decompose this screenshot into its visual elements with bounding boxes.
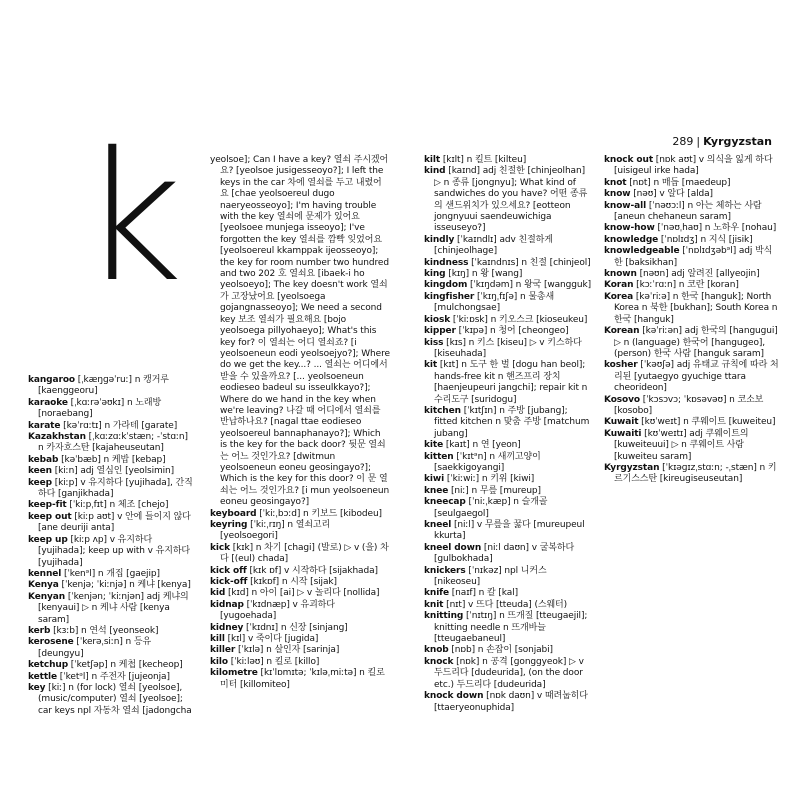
headword: keyring	[210, 520, 248, 530]
headword: keep out	[28, 511, 72, 522]
headword: kidney	[210, 622, 244, 633]
headword: knife	[424, 588, 449, 599]
headword: knowledgeable	[604, 246, 680, 257]
headword: kiss	[424, 337, 444, 348]
dictionary-entry: known [nəʊn] adj 알려진 [allyeojin]	[604, 269, 760, 280]
dictionary-column-4	[604, 155, 779, 486]
headword: kerb	[28, 625, 51, 636]
dictionary-entry: knee [niː] n 무릎 [mureup]	[424, 485, 541, 496]
headword: kiosk	[424, 314, 451, 325]
dictionary-entry: kite [kaɪt] n 연 [yeon]	[424, 440, 521, 451]
dictionary-entry: kneel [niːl] v 무릎을 꿇다 [mureupeul kkurta]	[424, 520, 585, 542]
headword: Kenyan	[28, 591, 66, 602]
dictionary-entry: kerb [kɜːb] n 연석 [yeonseok]	[28, 625, 159, 636]
headword: karaoke	[28, 397, 68, 408]
headword: kick	[210, 542, 230, 553]
headword: kneel down	[424, 542, 482, 553]
headword: kilt	[424, 155, 441, 165]
headword: kingdom	[424, 280, 468, 291]
headword: kennel	[28, 568, 62, 579]
headword: knot	[604, 177, 627, 188]
dictionary-entry: kosher [ˈkəʊʃə] adj 유태교 규칙에 따라 처리된 [yutaegyo gyuchige ttara cheorideon]	[604, 360, 779, 394]
dictionary-entry: kit [kɪt] n 도구 한 벌 [dogu han beol]; hands-free kit n 핸즈프리 장치 [haenjeupeuri jangchi]; repair kit n 수리도구 [suridogu]	[424, 360, 588, 405]
dictionary-entry: kebab [kəˈbæb] n 케밥 [kebap]	[28, 454, 166, 465]
dictionary-entry: kilt [kɪlt] n 킬트 [kilteu]	[424, 155, 527, 165]
dictionary-entry: keen [kiːn] adj 열심인 [yeolsimin]	[28, 466, 175, 477]
headword: kilo	[210, 656, 228, 667]
dictionary-entry: Koran [kɔːˈrɑːn] n 코란 [koran]	[604, 280, 739, 291]
headword: knock	[424, 656, 454, 667]
running-header	[672, 135, 772, 149]
dictionary-entry: kick [kɪk] n 차기 [chagi] (발로) ▷ v (을) 차다 [(eul) chada]	[210, 542, 389, 565]
headword: know-all	[604, 200, 647, 211]
dictionary-entry: yeolsoe]; Can I have a key? 열쇠 주시겠어요? [yeolsoe jusigesseoyo?]; I left the keys in the car 차에 열쇠를 두고 내렸어요 [chae yeolsoereul dugo naeryeosseoyo]; I'm having trouble with the key 열쇠에 문제가 있어요 [yeolsoee munjega isseoyo]; I've forgotten the key 열쇠를 깜빡 잊었어요 [yeolsoereul kkamppak ijeosseoyo]; the key for room number two hundred and two 202 호 열쇠요 [ibaek-i ho yeolsoeyo]; The key doesn't work 열쇠가 고장났어요 [yeolsoega gojangnasseoyo]; We need a second key 보조 열쇠가 필요해요 [bojo yeolsoega pillyohaeyo]; What's this key for? 이 열쇠는 어디 열쇠죠? [i yeolsoeneun eodi yeolsoejyo?]; Where do we get the key...? ... 열쇠는 어디에서 받을 수 있을까요? [... yeolsoeneun eodieseo badeul su isseulkkayo?]; Where do we hand in the key when we're leaving? 나갈 때 어디에서 열쇠를 반납하나요? [nagal ttae eodieseo yeolsoereul bannaphanayo?]; Which is the key for the back door? 뒷문 열쇠는 어느 것인가요? [dwitmun yeolsoeneun eoneu geosingayo?]; Which is the key for this door? 이 문 열쇠는 어느 것인가요? [i mun yeolsoeneun eoneu geosingayo?]	[210, 155, 390, 508]
dictionary-entry: kid [kɪd] n 아이 [ai] ▷ v 놀리다 [nollida]	[210, 588, 380, 599]
headword: knob	[424, 645, 449, 656]
dictionary-entry: kiss [kɪs] n 키스 [kiseu] ▷ v 키스하다 [kiseuhada]	[424, 337, 582, 359]
headword: kindness	[424, 257, 469, 268]
dictionary-entry: knowledge [ˈnɒlɪdʒ] n 지식 [jisik]	[604, 234, 753, 245]
headword: Korean	[604, 326, 640, 337]
dictionary-entry: Kenya [ˈkenjə; ˈkiːnjə] n 케냐 [kenya]	[28, 580, 191, 591]
dictionary-entry: king [kɪŋ] n 왕 [wang]	[424, 269, 523, 280]
headword: kneel	[424, 520, 452, 530]
headword: kebab	[28, 454, 59, 465]
dictionary-entry: knowledgeable [ˈnɒlɪdʒəbᵊl] adj 박식한 [baksikhan]	[604, 246, 773, 268]
headword: kneecap	[424, 497, 466, 508]
headword: knit	[424, 599, 444, 610]
dictionary-entry: knife [naɪf] n 칼 [kal]	[424, 588, 518, 599]
dictionary-entry: keep out [kiːp aʊt] v 안에 들이지 않다 [ane deuriji anta]	[28, 511, 191, 534]
dictionary-entry: knitting [ˈnɪtɪŋ] n 뜨개질 [tteugaejil]; knitting needle n 뜨개바늘 [tteugaebaneul]	[424, 611, 588, 645]
dictionary-entry: kilometre [kɪˈlɒmɪtə; ˈkɪləˌmiːtə] n 킬로미터 [killomiteo]	[210, 668, 385, 690]
headword: kitten	[424, 451, 454, 462]
dictionary-entry: kitten [ˈkɪtᵊn] n 새끼고양이 [saekkigoyangi]	[424, 451, 541, 473]
headword: keep	[28, 477, 52, 488]
dictionary-entry: kick-off [kɪkɒf] n 시작 [sijak]	[210, 577, 337, 588]
dictionary-entry: kidney [ˈkɪdnɪ] n 신장 [sinjang]	[210, 622, 348, 633]
headword: kipper	[424, 326, 456, 337]
dictionary-entry: karaoke [ˌkɑːrəˈəʊkɪ] n 노래방 [noraebang]	[28, 397, 162, 420]
dictionary-entry: kiwi [ˈkiːwiː] n 키위 [kiwi]	[424, 474, 535, 485]
dictionary-entry: keep up [kiːp ʌp] v 유지하다 [yujihada]; keep up with v 유지하다 [yujihada]	[28, 534, 191, 568]
headword: knitting	[424, 611, 464, 622]
headword: knock out	[604, 155, 654, 165]
headword: Kuwaiti	[604, 428, 642, 439]
headword: Kosovo	[604, 394, 640, 405]
headword: Kuwait	[604, 417, 639, 428]
dictionary-entry: knock down [nɒk daʊn] v 때려눕히다 [ttaeryeonuphida]	[424, 691, 588, 713]
headword: key	[28, 682, 46, 693]
dictionary-entry: kiosk [ˈkiːɒsk] n 키오스크 [kioseukeu]	[424, 314, 588, 325]
dictionary-entry: kneel down [niːl daʊn] v 굴복하다 [gulbokhada]	[424, 542, 575, 565]
dictionary-entry: Kazakhstan [ˌkɑːzɑːkˈstæn; -ˈstɑːn] n 카자흐스탄 [kajaheuseutan]	[28, 432, 188, 454]
headword: king	[424, 269, 446, 280]
dictionary-entry: kneecap [ˈniːˌkæp] n 슬개골 [seulgaegol]	[424, 497, 548, 519]
headword: Kenya	[28, 580, 59, 591]
dictionary-entry: kidnap [ˈkɪdnæp] v 유괴하다 [yugoehada]	[210, 599, 335, 622]
headword: kangaroo	[28, 375, 75, 385]
dictionary-entry: kitchen [ˈkɪtʃɪn] n 주방 [jubang]; fitted kitchen n 맞춤 주방 [matchum jubang]	[424, 405, 590, 439]
headword: kitchen	[424, 405, 461, 416]
dictionary-entry: knock [nɒk] n 공격 [gonggyeok] ▷ v 두드리다 [dudeurida], (on the door etc.) 두드리다 [dudeurida]	[424, 656, 584, 690]
dictionary-entry: Korea [kəˈriːə] n 한국 [hanguk]; North Korea n 북한 [bukhan]; South Korea n 한국 [hanguk]	[604, 291, 778, 325]
dictionary-entry: kilo [ˈkiːləʊ] n 킬로 [killo]	[210, 656, 320, 667]
headword: Korea	[604, 291, 634, 302]
headword: kettle	[28, 671, 58, 682]
headword: kidnap	[210, 599, 244, 610]
headword: kiwi	[424, 474, 445, 485]
dictionary-entry: kingfisher [ˈkɪŋˌfɪʃə] n 물총새 [mulchongsae]	[424, 291, 555, 314]
dictionary-entry: kettle [ˈketᵊl] n 주전자 [jujeonja]	[28, 671, 170, 682]
dictionary-entry: karate [kəˈrɑːtɪ] n 가라테 [garate]	[28, 420, 178, 431]
dictionary-entry: kingdom [ˈkɪŋdəm] n 왕국 [wangguk]	[424, 280, 591, 291]
headword: kindly	[424, 234, 455, 245]
headword: kick off	[210, 565, 247, 576]
headword: kite	[424, 440, 444, 451]
headword: keyboard	[210, 508, 257, 519]
dictionary-entry: kangaroo [ˌkæŋɡəˈruː] n 캥거루 [kaenggeoru]	[28, 375, 169, 397]
headword: kid	[210, 588, 226, 599]
dictionary-entry: keep [kiːp] v 유지하다 [yujihada], 간직하다 [ganjikhada]	[28, 477, 193, 500]
page-number: 289	[672, 135, 694, 148]
headword: keep-fit	[28, 500, 67, 511]
dictionary-column-3	[424, 155, 592, 714]
dictionary-entry: kindly [ˈkaɪndlɪ] adv 친절하게 [chinjeolhage]	[424, 234, 553, 257]
dictionary-entry: Kuwaiti [kʊˈweɪtɪ] adj 쿠웨이트의 [kuweiteuui] ▷ n 쿠웨이트 사람 [kuweiteu saram]	[604, 428, 749, 462]
dictionary-entry: knot [nɒt] n 매듭 [maedeup]	[604, 177, 731, 188]
dictionary-entry: knit [nɪt] v 뜨다 [tteuda] (스웨터)	[424, 599, 568, 610]
dictionary-entry: Kosovo [ˈkɔsɔvɔ; ˈkɒsəvəʊ] n 코소보 [kosobo]	[604, 394, 764, 416]
headword: Kyrgyzstan	[604, 462, 660, 473]
headword: karate	[28, 420, 61, 431]
dictionary-entry: Kyrgyzstan [ˈkɪəɡɪzˌstɑːn; -ˌstæn] n 키르기스스탄 [kireugiseuseutan]	[604, 462, 777, 485]
dictionary-entry: knickers [ˈnɪkəz] npl 니커스 [nikeoseu]	[424, 565, 547, 588]
dictionary-entry: keyboard [ˈkiːˌbɔːd] n 키보드 [kibodeu]	[210, 508, 382, 519]
headword: knickers	[424, 565, 466, 576]
dictionary-entry: kind [kaɪnd] adj 친절한 [chinjeolhan] ▷ n 종류 [jongnyu]; What kind of sandwiches do you have? 어떤 종류의 샌드위치가 있으세요? [eotteon jongnyuui saendeuwichiga isseuseyo?]	[424, 166, 588, 234]
headword: ketchup	[28, 660, 69, 671]
dictionary-entry: kerosene [ˈkerəˌsiːn] n 등유 [deungyu]	[28, 637, 152, 659]
headword: kerosene	[28, 637, 74, 648]
dictionary-entry: keep-fit [ˈkiːpˌfɪt] n 체조 [chejo]	[28, 500, 169, 511]
dictionary-entry: kennel [ˈkenᵊl] n 개집 [gaejip]	[28, 568, 160, 579]
dictionary-entry: know-how [ˈnəʊˌhaʊ] n 노하우 [nohau]	[604, 223, 777, 234]
dictionary-entry: ketchup [ˈketʃəp] n 케첩 [kecheop]	[28, 660, 183, 671]
headword: Kazakhstan	[28, 432, 86, 443]
dictionary-entry: kipper [ˈkɪpə] n 청어 [cheongeo]	[424, 326, 569, 337]
headword: killer	[210, 645, 236, 656]
headword: keen	[28, 466, 52, 477]
dictionary-entry: Korean [kəˈriːən] adj 한국의 [hangugui] ▷ n (language) 한국어 [hangugeo], (person) 한국 사람 [hanguk saram]	[604, 326, 778, 359]
headword: kind	[424, 166, 446, 177]
dictionary-entry: know-all [ˈnəʊɔːl] n 아는 체하는 사람 [aneun chehaneun saram]	[604, 200, 762, 223]
running-head-title: Kyrgyzstan	[703, 135, 772, 148]
dictionary-entry: key [kiː] n (for lock) 열쇠 [yeolsoe], (music/computer) 열쇠 [yeolsoe]; car keys npl 자동차 열쇠 [jadongcha	[28, 682, 192, 716]
headword: kill	[210, 634, 225, 645]
dictionary-entry: Kenyan [ˈkenjən; ˈkiːnjən] adj 케냐의 [kenyaui] ▷ n 케냐 사람 [kenya saram]	[28, 591, 189, 625]
headword: kit	[424, 360, 438, 371]
headword: known	[604, 269, 637, 280]
headword: kosher	[604, 360, 638, 371]
headword: knowledge	[604, 234, 659, 245]
headword: knock down	[424, 691, 484, 702]
section-letter: k	[80, 114, 184, 321]
dictionary-entry: knock out [nɒk aʊt] v 의식을 잃게 하다 [uisigeul irke hada]	[604, 155, 773, 177]
dictionary-entry: killer [ˈkɪlə] n 살인자 [sarinja]	[210, 645, 340, 656]
headword: keep up	[28, 534, 68, 545]
headword: Koran	[604, 280, 634, 291]
header-separator: |	[696, 135, 701, 148]
dictionary-entry: kill [kɪl] v 죽이다 [jugida]	[210, 634, 319, 645]
dictionary-entry: Kuwait [kʊˈweɪt] n 쿠웨이트 [kuweiteu]	[604, 417, 776, 428]
dictionary-column-2	[210, 155, 390, 691]
headword: know-how	[604, 223, 655, 234]
headword: kick-off	[210, 577, 248, 588]
headword: knee	[424, 485, 449, 496]
dictionary-entry: know [nəʊ] v 알다 [alda]	[604, 189, 713, 200]
headword: kingfisher	[424, 291, 475, 302]
dictionary-entry: keyring [ˈkiːˌrɪŋ] n 열쇠고리 [yeolsoegori]	[210, 520, 331, 542]
headword: know	[604, 189, 631, 200]
dictionary-entry: knob [nɒb] n 손잡이 [sonjabi]	[424, 645, 553, 656]
dictionary-column-1	[28, 375, 196, 717]
dictionary-entry: kick off [kɪk ɒf] v 시작하다 [sijakhada]	[210, 565, 378, 576]
headword: kilometre	[210, 668, 258, 679]
dictionary-entry: kindness [ˈkaɪndnɪs] n 친절 [chinjeol]	[424, 257, 591, 268]
